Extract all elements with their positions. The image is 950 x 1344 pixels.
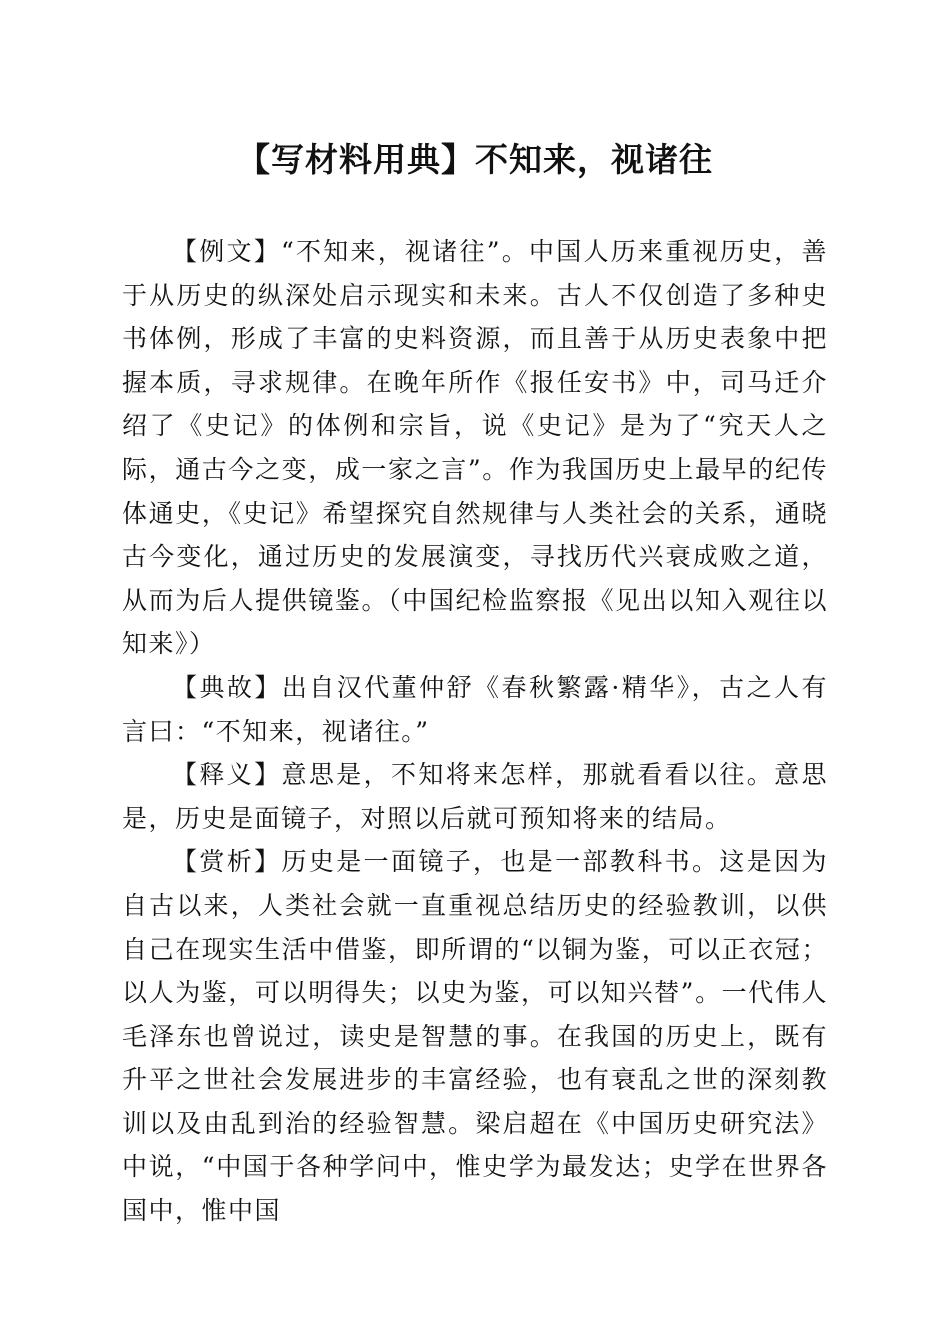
paragraph-text: 意思是，不知将来怎样，那就看看以往。意思是，历史是面镜子，对照以后就可预知将来的结局。 — [122, 760, 828, 833]
paragraph-appreciation — [122, 840, 828, 1232]
paragraph-tag: 【例文】 — [172, 237, 281, 266]
paragraph-tag: 【典故】 — [172, 672, 282, 702]
document-title: 【写材料用典】不知来，视诸往 — [237, 140, 713, 179]
paragraph-allusion — [122, 666, 828, 753]
paragraph-tag: 【释义】 — [172, 760, 282, 790]
paragraph-text: “不知来，视诸往”。中国人历来重视历史，善于从历史的纵深处启示现实和未来。古人不仅创造了多种史书体例，形成了丰富的史料资源，而且善于从历史表象中把握本质，寻求规律。在晚年所作《报任安书》中，司马迁介绍了《史记》的体例和宗旨，说《史记》是为了“究天人之际，通古今之变，成一家之言”。作为我国历史上最早的纪传体通史，《史记》希望探究自然规律与人类社会的关系，通晓古今变化，通过历史的发展演变，寻找历代兴衰成败之道，从而为后人提供镜鉴。（中国纪检监察报《见出以知入观往以知来》） — [122, 237, 828, 659]
document-body — [122, 230, 828, 1233]
paragraph-text: 出自汉代董仲舒《春秋繁露·精华》，古之人有言曰：“不知来，视诸往。” — [122, 672, 828, 746]
paragraph-example — [122, 230, 828, 666]
paragraph-meaning — [122, 753, 828, 840]
paragraph-tag: 【赏析】 — [172, 847, 282, 877]
paragraph-text: 历史是一面镜子，也是一部教科书。这是因为自古以来，人类社会就一直重视总结历史的经验教训，以供自己在现实生活中借鉴，即所谓的“以铜为鉴，可以正衣冠；以人为鉴，可以明得失；以史为鉴，可以知兴替”。一代伟人毛泽东也曾说过，读史是智慧的事。在我国的历史上，既有升平之世社会发展进步的丰富经验，也有衰乱之世的深刻教训以及由乱到治的经验智慧。梁启超在《中国历史研究法》中说，“中国于各种学问中，惟史学为最发达；史学在世界各国中，惟中国 — [122, 847, 828, 1226]
